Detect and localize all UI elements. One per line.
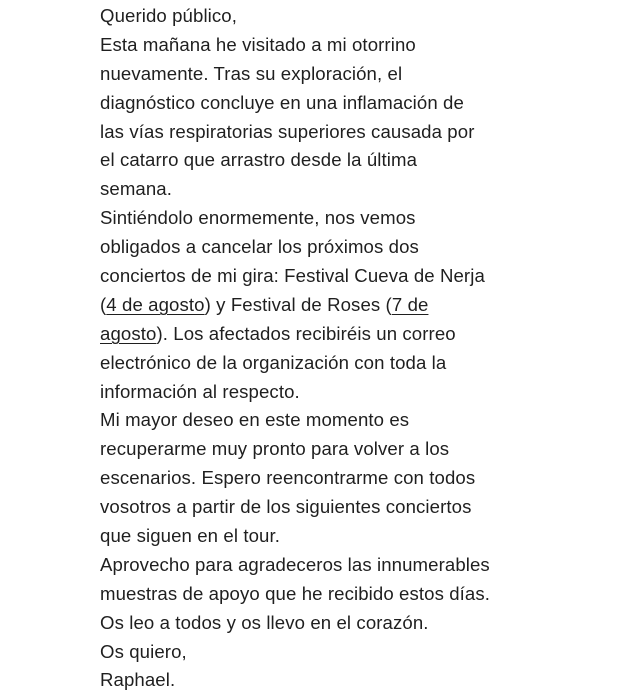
text-fragment: ). Los afectados recibiréis un correo	[156, 322, 456, 344]
text-line-dates	[100, 320, 635, 349]
text-fragment: (	[100, 293, 107, 315]
text-line: escenarios. Espero reencontrarme con todos	[100, 467, 476, 489]
closing: Os quiero,	[100, 640, 187, 662]
text-line: obligados a cancelar los próximos dos	[100, 236, 419, 258]
text-line: las vías respiratorias superiores causada por	[100, 120, 475, 142]
signature: Raphael.	[100, 669, 176, 691]
text-line-dates	[100, 291, 635, 320]
date-link-nerja[interactable]: 4 de agosto	[106, 293, 205, 315]
date-link-roses-part1[interactable]: 7 de	[391, 293, 429, 315]
text-line: Sintiéndolo enormemente, nos vemos	[100, 207, 416, 229]
text-line: el catarro que arrastro desde la última	[100, 149, 418, 171]
text-line: que siguen en el tour.	[100, 525, 281, 547]
text-line: diagnóstico concluye en una inflamación de	[100, 91, 464, 113]
text-line: Aprovecho para agradeceros las innumerables	[100, 553, 490, 575]
text-line: Mi mayor deseo en este momento es	[100, 409, 410, 431]
text-fragment: ) y Festival de Roses (	[204, 293, 392, 315]
text-line: nuevamente. Tras su exploración, el	[100, 62, 403, 84]
text-line: vosotros a partir de los siguientes conciertos	[100, 496, 472, 518]
text-line: conciertos de mi gira: Festival Cueva de Nerja	[100, 265, 485, 287]
text-line: Os leo a todos y os llevo en el corazón.	[100, 611, 429, 633]
text-line: recuperarme muy pronto para volver a los	[100, 438, 450, 460]
text-line: semana.	[100, 178, 173, 200]
text-line: muestras de apoyo que he recibido estos días.	[100, 582, 491, 604]
greeting: Querido público,	[100, 5, 238, 26]
text-line: información al respecto.	[100, 380, 300, 402]
text-line: Esta mañana he visitado a mi otorrino	[100, 33, 416, 55]
date-link-roses-part2[interactable]: agosto	[100, 322, 157, 344]
letter-body	[100, 2, 635, 695]
text-line: electrónico de la organización con toda la	[100, 351, 447, 373]
